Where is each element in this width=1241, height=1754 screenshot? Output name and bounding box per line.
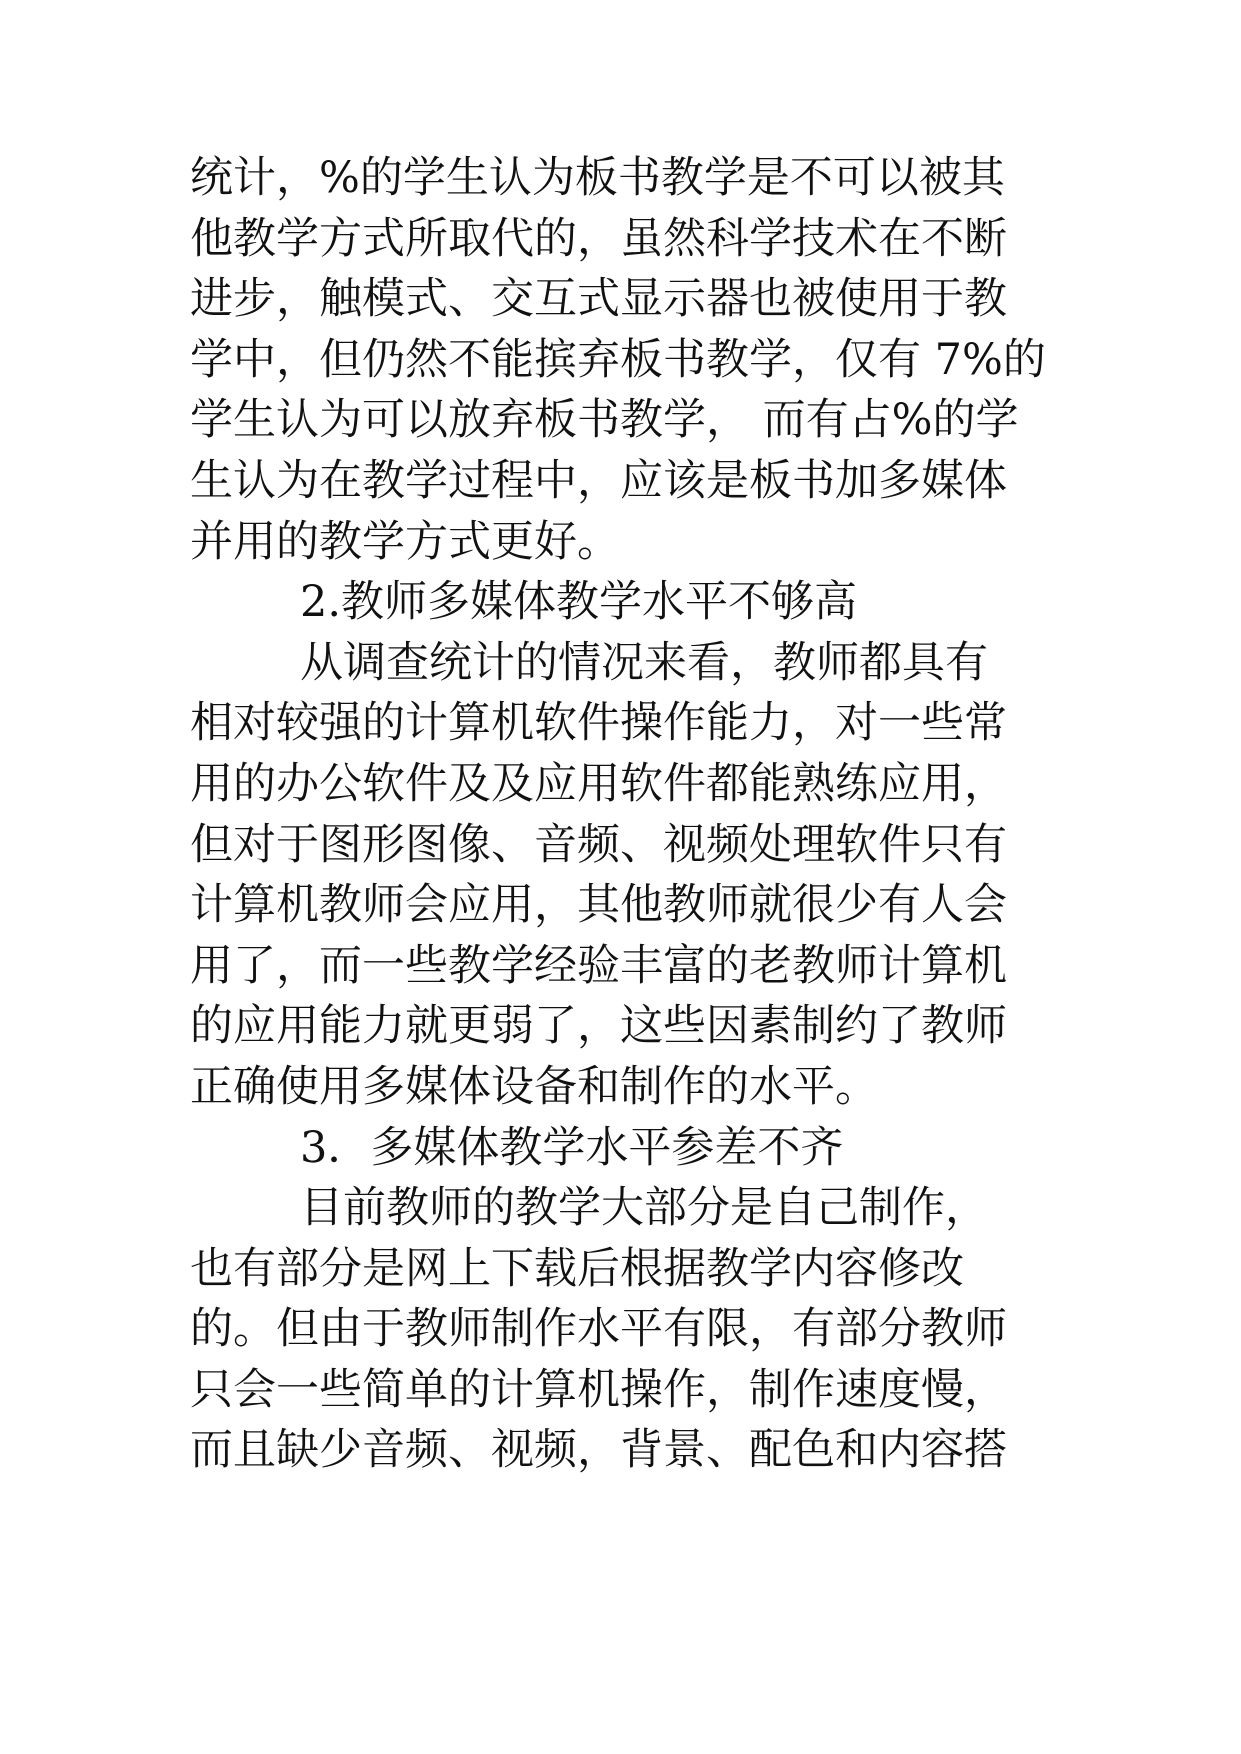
text-line: 生认为在教学过程中，应该是板书加多媒体 xyxy=(190,455,1007,506)
paragraph-first-line: 目前教师的教学大部分是自己制作， xyxy=(300,1183,988,1234)
text-line: 统计，%的学生认为板书教学是不可以被其 xyxy=(190,153,1005,203)
text-line: 他教学方式所取代的，虽然科学技术在不断 xyxy=(190,213,1007,264)
text-line: 只会一些简单的计算机操作，制作速度慢， xyxy=(190,1364,1007,1415)
text-line: 也有部分是网上下载后根据教学内容修改 xyxy=(190,1243,964,1294)
text-line: 用的办公软件及及应用软件都能熟练应用， xyxy=(190,758,1007,809)
text-line: 的。但由于教师制作水平有限，有部分教师 xyxy=(190,1304,1007,1355)
text-line: 计算机教师会应用，其他教师就很少有人会 xyxy=(190,880,1007,931)
text-line: 并用的教学方式更好。 xyxy=(190,516,620,567)
text-line: 学生认为可以放弃板书教学， 而有占%的学 xyxy=(190,395,1019,446)
text-line: 学中，但仍然不能摈弃板书教学，仅有 7%的 xyxy=(190,334,1046,385)
text-line: 正确使用多媒体设备和制作的水平。 xyxy=(190,1061,878,1112)
text-line: 相对较强的计算机软件操作能力，对一些常 xyxy=(190,698,1007,749)
paragraph-first-line: 从调查统计的情况来看，教师都具有 xyxy=(300,637,988,688)
text-line: 用了，而一些教学经验丰富的老教师计算机 xyxy=(190,940,1007,991)
section-heading: 2.教师多媒体教学水平不够高 xyxy=(300,577,858,628)
text-line: 进步，触模式、交互式显示器也被使用于教 xyxy=(190,274,1007,325)
section-heading: 3．多媒体教学水平参差不齐 xyxy=(300,1122,844,1173)
text-line: 而且缺少音频、视频，背景、配色和内容搭 xyxy=(190,1425,1007,1476)
text-line: 的应用能力就更弱了，这些因素制约了教师 xyxy=(190,1001,1007,1052)
body-text xyxy=(190,148,1070,1481)
text-line: 但对于图形图像、音频、视频处理软件只有 xyxy=(190,819,1007,870)
